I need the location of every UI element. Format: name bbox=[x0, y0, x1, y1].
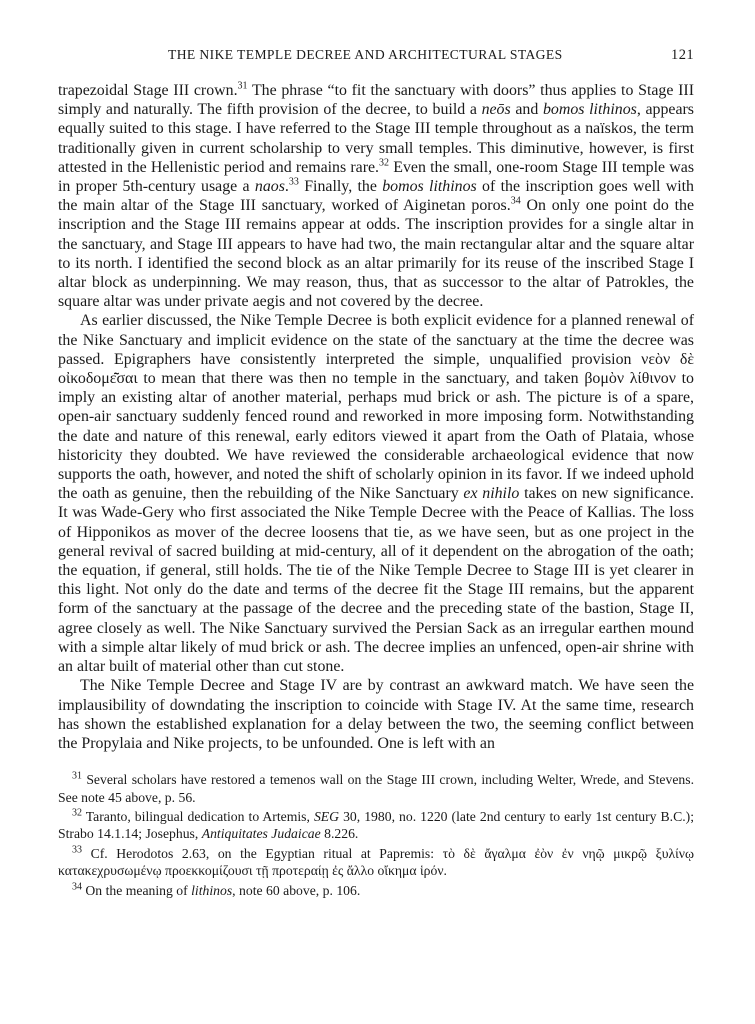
text-run: The Nike Temple Decree and Stage IV are by contrast an awkward match. We have seen the implausibility of downdating the inscription to coincide with Stage IV. At the same time, research has shown the established explanation for a delay between the two, the seeming conflict between the Propylaia and Nike projects, to be unfounded. One is left with an bbox=[58, 677, 694, 752]
text-run: Finally, the bbox=[298, 178, 383, 196]
text-run: As earlier discussed, the Nike Temple Decree is both explicit evidence for a planned renewal of the Nike Sanctuary and implicit evidence on the state of the sanctuary at the time the decree was passed. Epigraphers have consistently interpreted the simple, unqualified provision νεὸν δὲ οἰκοδομε̄͂σαι to mean that there was then no temple in the sanctuary, and taken βομὸν λίθινον to imply an existing altar of another material, perhaps mud brick or ash. The picture is of a spare, open-air sanctuary suddenly fenced round and reworked in more imposing form. Notwithstanding the date and nature of this renewal, early editors viewed it apart from the Oath of Plataia, whose historicity they doubted. We have reviewed the considerable archaeological evidence that now supports the oath, however, and noted the shift of scholarly opinion in its favor. If we indeed uphold the oath as genuine, then the rebuilding of the Nike Sanctuary bbox=[58, 312, 694, 503]
text-run: takes on new significance. It was Wade-Gery who first associated the Nike Temple Decree with the Peace of Kallias. The loss of Hipponikos as mover of the decree loosens that tie, as we have seen, but as one project in the general revival of sacred building at mid-century, all of it dependent on the abrogation of the oath; the equation, if general, still holds. The tie of the Nike Temple Decree to Stage III is yet clearer in this light. Not only do the date and terms of the decree fit the Stage III remains, but the apparent form of the sanctuary at the passage of the decree and the preceding state of the bastion, Stage II, agree closely as well. The Nike Sanctuary survived the Persian Sack as an irregular earthen mound with a simple altar likely of mud brick or ash. The decree implies an unfenced, open-air shrine with an altar built of material other than cut stone. bbox=[58, 485, 694, 676]
italic-term: neōs bbox=[481, 101, 511, 119]
text-run: Several scholars have restored a temenos wall on the Stage III crown, including Welter, Wrede, and Stevens. See note 45 above, p. 56. bbox=[58, 772, 694, 805]
text-run: 8.226. bbox=[320, 826, 359, 842]
footnote bbox=[58, 771, 694, 806]
footnote bbox=[58, 882, 694, 899]
footnote-ref[interactable]: 32 bbox=[379, 157, 390, 169]
footnote-ref[interactable]: 34 bbox=[510, 195, 521, 207]
text-run: and bbox=[510, 101, 543, 119]
text-run: , appears equally suited to this stage. I have referred to the Stage III temple throughout as a naïskos, the term traditionally given in current scholarship to very small temples. This diminutive, however, is first attested in the Hellenistic period and remains rare. bbox=[58, 101, 694, 176]
footnote bbox=[58, 845, 694, 880]
body-text bbox=[58, 81, 694, 753]
paragraph bbox=[58, 676, 694, 753]
running-title: THE NIKE TEMPLE DECREE AND ARCHITECTURAL STAGES bbox=[168, 47, 563, 62]
italic-term: Antiquitates Judaicae bbox=[201, 826, 321, 842]
italic-term: SEG bbox=[313, 808, 340, 824]
footnote bbox=[58, 808, 694, 843]
running-header bbox=[58, 47, 694, 71]
text-run: On the meaning of bbox=[82, 882, 192, 898]
text-run: The phrase “to fit the sanctuary with doors” thus applies to Stage III simply and naturally. The fifth provision of the decree, to build a bbox=[58, 82, 694, 119]
footnote-ref[interactable]: 31 bbox=[72, 770, 82, 782]
text-run: Even the small, one-room Stage III temple was in proper 5th-century usage a bbox=[58, 158, 695, 196]
text-run: of the inscription goes well with the main altar of the Stage III sanctuary, worked of Aiginetan poros. bbox=[58, 178, 694, 215]
italic-term: ex nihilo bbox=[463, 485, 520, 503]
text-run: Taranto, bilingual dedication to Artemis, bbox=[82, 808, 314, 824]
italic-term: naos bbox=[254, 178, 285, 196]
text-run: . bbox=[284, 178, 289, 196]
italic-term: lithinos bbox=[191, 882, 233, 898]
footnote-ref[interactable]: 34 bbox=[72, 880, 82, 892]
text-run: Cf. Herodotos 2.63, on the Egyptian ritual at Papremis: τὸ δὲ ἄγαλμα ἐὸν ἐν νηῷ μικρῷ ξυλίνῳ κατακεχρυσωμένῳ προεκκομίζουσι τῇ προτεραίῃ ἐς ἄλλο οἴκημα ἱρόν. bbox=[58, 845, 694, 879]
footnote-ref[interactable]: 33 bbox=[72, 844, 82, 856]
paragraph bbox=[58, 311, 694, 676]
page-number: 121 bbox=[671, 47, 694, 63]
text-run: trapezoidal Stage III crown. bbox=[58, 82, 238, 99]
text-run: 30, 1980, no. 1220 (late 2nd century to early 1st century B.C.); Strabo 14.1.14; Josephus, bbox=[58, 808, 694, 842]
page bbox=[58, 47, 694, 901]
text-run: On only one point do the inscription and the Stage III remains appear at odds. The inscription provides for a single altar in the sanctuary, and Stage III appears to have had two, the main rectangular altar and the square altar to its north. I identified the second block as an altar primarily for its reuse of the inscribed Stage I altar block as underpinning. We may reason, thus, that as successor to the altar of Patrokles, the square altar was under private aegis and not covered by the decree. bbox=[58, 197, 695, 311]
paragraph bbox=[58, 81, 694, 311]
footnotes bbox=[58, 771, 694, 899]
italic-term: bomos lithinos bbox=[542, 101, 637, 119]
footnote-ref[interactable]: 33 bbox=[288, 176, 299, 188]
italic-term: bomos lithinos bbox=[382, 178, 477, 196]
footnote-ref[interactable]: 31 bbox=[237, 80, 248, 92]
text-run: , note 60 above, p. 106. bbox=[232, 882, 361, 898]
footnote-ref[interactable]: 32 bbox=[72, 807, 82, 819]
